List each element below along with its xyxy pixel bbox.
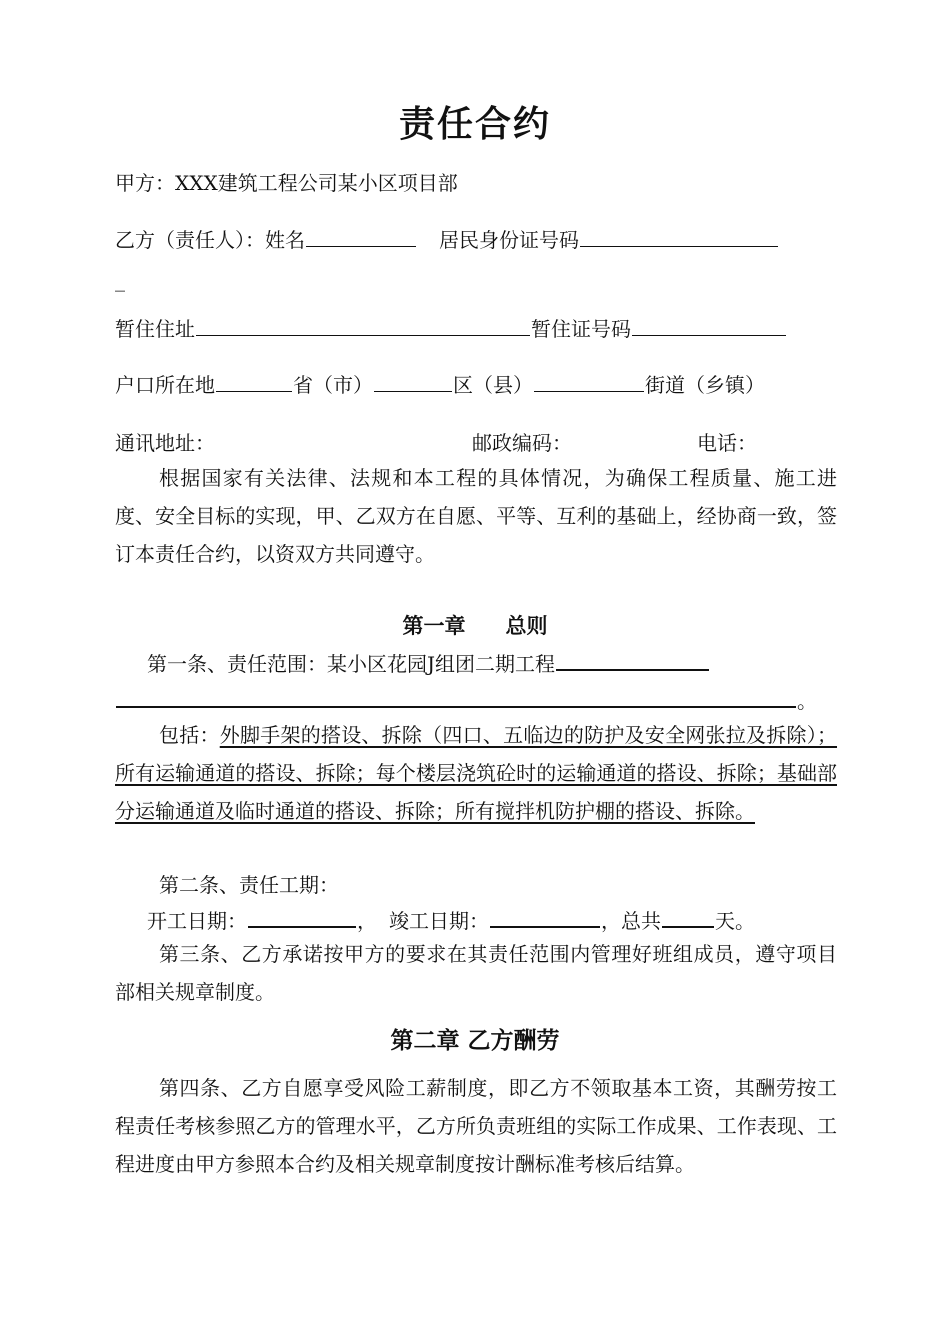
hukou-district-label: 区（县） (453, 373, 533, 397)
document-title: 责任合约 (398, 103, 551, 145)
article1-end: 。 (797, 689, 817, 713)
party-b-name-blank[interactable] (306, 226, 416, 247)
include-label: 包括： (159, 723, 220, 747)
include-text: 外脚手架的搭设、拆除（四口、五临边的防护及安全网张拉及拆除）；所有运输通道的搭设、拆除；每个楼层浇筑砼时的运输通道的搭设、拆除；基础部分运输通道及临时通道的搭设、拆除；所有搅拌机防护棚的搭设、拆除。 (115, 723, 838, 823)
article1-line2 (115, 686, 817, 715)
contact-line (115, 429, 215, 457)
contact-postcode-label: 邮政编码： (472, 431, 572, 455)
days-label: 天。 (715, 909, 755, 933)
end-date-blank[interactable] (490, 906, 600, 928)
article1-blank-b[interactable] (116, 686, 796, 708)
end-date-label: 竣工日期： (389, 909, 489, 933)
hukou-line (115, 371, 765, 399)
article4-paragraph: 第四条、乙方自愿享受风险工薪制度，即乙方不领取基本工资，其酬劳按工程责任考核参照乙方的管理水平，乙方所负责班组的实际工作成果、工作表现、工程进度由甲方参照本合约及相关规章制度按计酬标准考核后结算。 (115, 1076, 837, 1176)
total-label: ，总共 (601, 909, 661, 933)
chapter2-heading: 第二章 乙方酬劳 (390, 1028, 560, 1054)
temp-address-label: 暂住住址 (115, 317, 195, 341)
temp-permit-label: 暂住证号码 (531, 317, 631, 341)
article1-blank-a[interactable] (556, 649, 709, 671)
temp-address-line (115, 315, 787, 343)
hukou-district-blank[interactable] (374, 371, 452, 392)
contact-phone-label: 电话： (697, 431, 757, 455)
total-days-blank[interactable] (662, 906, 714, 928)
hukou-province-blank[interactable] (216, 371, 292, 392)
party-b-id-blank[interactable] (580, 226, 778, 247)
temp-address-blank[interactable] (196, 315, 530, 336)
article1-text: 第一条、责任范围：某小区花园J组团二期工程 (147, 652, 556, 676)
hukou-street-blank[interactable] (534, 371, 644, 392)
include-paragraph (115, 716, 837, 830)
article2-line: 第二条、责任工期： (159, 873, 339, 897)
hukou-province-label: 省（市） (293, 373, 373, 397)
dates-comma: ， (357, 909, 377, 933)
party-a-line: 甲方：XXX建筑工程公司某小区项目部 (115, 171, 458, 195)
temp-permit-blank[interactable] (632, 315, 786, 336)
hukou-label: 户口所在地 (115, 373, 215, 397)
chapter1-name: 总则 (505, 614, 548, 638)
party-b-id-label: 居民身份证号码 (439, 228, 579, 252)
party-b-line (115, 226, 779, 254)
intro-paragraph: 根据国家有关法律、法规和本工程的具体情况，为确保工程质量、施工进度、安全目标的实现，甲、乙双方在自愿、平等、互利的基础上，经协商一致，签订本责任合约，以资双方共同遵守。 (115, 466, 837, 566)
party-b-name-label: 乙方（责任人）：姓名 (115, 228, 305, 252)
article3-paragraph: 第三条、乙方承诺按甲方的要求在其责任范围内管理好班组成员，遵守项目部相关规章制度。 (115, 942, 837, 1004)
start-date-label: 开工日期： (147, 909, 247, 933)
chapter1-heading (0, 611, 950, 641)
hukou-street-label: 街道（乡镇） (645, 373, 765, 397)
party-b-id-trail: _ (115, 268, 125, 292)
contact-address-label: 通讯地址： (115, 431, 215, 455)
dates-line (147, 906, 755, 935)
chapter1-number: 第一章 (402, 614, 466, 638)
start-date-blank[interactable] (248, 906, 356, 928)
article1-line (147, 649, 710, 678)
